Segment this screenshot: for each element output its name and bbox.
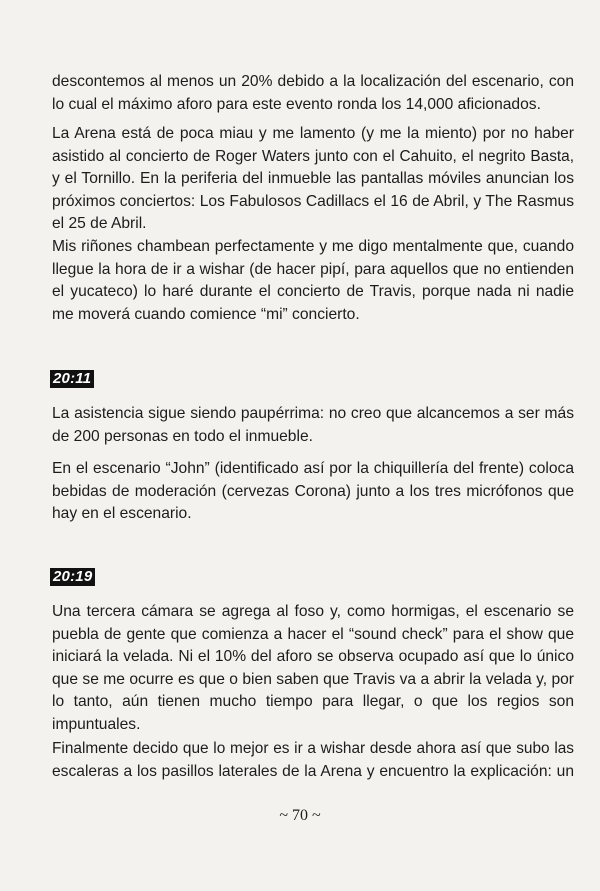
text-line: Mis riñones chambean perfectamente y me digo mentalmente que, cuando xyxy=(52,238,574,255)
text-line: lo tanto, aún tienen mucho tiempo para llegar, o que los regios son xyxy=(52,693,574,710)
text-line: el yucateco) lo haré durante el concierto de Travis, porque nada ni nadie xyxy=(52,283,574,300)
paragraph-5 xyxy=(52,458,574,526)
text-line: de 200 personas en todo el inmueble. xyxy=(52,427,313,445)
text-line: próximos conciertos: Los Fabulosos Cadillacs el 16 de Abril, y The Rasmus xyxy=(52,192,574,210)
paragraph-6 xyxy=(52,601,574,736)
text-line: puebla de gente que comienza a hacer el “sound check” para el show que xyxy=(52,625,574,643)
paragraph-1 xyxy=(52,71,574,116)
text-line: La Arena está de poca miau y me lamento (y me la miento) por no haber xyxy=(52,125,574,142)
text-line: asistido al concierto de Roger Waters junto con el Cahuito, el negrito Basta, xyxy=(52,147,574,165)
timestamp-badge: 20:11 xyxy=(50,370,94,388)
text-line: Una tercera cámara se agrega al foso y, como hormigas, el escenario se xyxy=(52,603,574,620)
timestamp-badge: 20:19 xyxy=(50,568,95,586)
text-line: me moverá cuando comience “mi” concierto. xyxy=(52,305,360,323)
text-line: escaleras a los pasillos laterales de la Arena y encuentro la explicación: un xyxy=(52,762,574,780)
text-line: iniciará la velada. Ni el 10% del aforo se observa ocupado así que lo único xyxy=(52,648,574,665)
text-line: y el Tornillo. En la periferia del inmueble las pantallas móviles anuncian los xyxy=(52,170,574,187)
paragraph-3 xyxy=(52,236,574,326)
text-line: Finalmente decido que lo mejor es ir a wishar desde ahora así que subo las xyxy=(52,740,574,757)
text-line: que se me ocurre es que o bien saben que Travis va a abrir la velada y, por xyxy=(52,670,574,688)
text-line: lo cual el máximo aforo para este evento ronda los 14,000 aficionados. xyxy=(52,95,541,113)
text-line: descontemos al menos un 20% debido a la localización del escenario, con xyxy=(52,73,574,90)
page-number: ~ 70 ~ xyxy=(279,807,321,824)
text-line: el 25 de Abril. xyxy=(52,215,147,232)
text-line: La asistencia sigue siendo paupérrima: no creo que alcancemos a ser más xyxy=(52,405,574,422)
paragraph-2 xyxy=(52,123,574,236)
paragraph-4 xyxy=(52,403,574,448)
text-line: llegue la hora de ir a wishar (de hacer pipí, para aquellos que no entienden xyxy=(52,260,574,278)
text-line: hay en el escenario. xyxy=(52,505,192,522)
text-line: En el escenario “John” (identificado así por la chiquillería del frente) coloca xyxy=(52,460,574,477)
paragraph-7 xyxy=(52,738,574,783)
text-line: impuntuales. xyxy=(52,715,141,733)
text-line: bebidas de moderación (cervezas Corona) junto a los tres micrófonos que xyxy=(52,482,574,500)
